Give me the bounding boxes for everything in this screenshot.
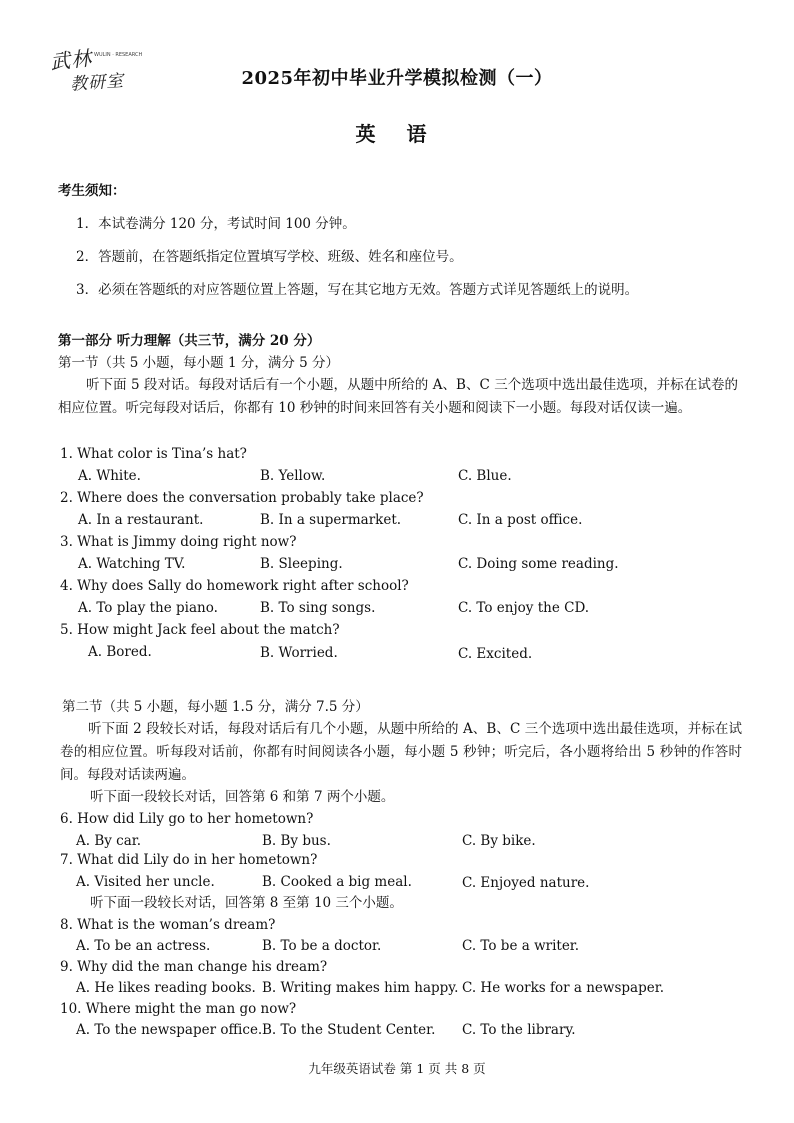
page-footer: 九年级英语试卷 第 1 页 共 8 页 bbox=[308, 1061, 486, 1076]
question-6-option-b: B. By bus. bbox=[262, 833, 331, 849]
question-7: 7. What did Lily do in her hometown? bbox=[60, 852, 318, 868]
question-8-option-c: C. To be a writer. bbox=[462, 938, 580, 954]
question-9-option-a: A. He likes reading books. bbox=[76, 980, 256, 996]
logo-line-1: 武林 bbox=[49, 45, 94, 75]
question-4-option-b: B. To sing songs. bbox=[260, 600, 376, 616]
question-2: 2. Where does the conversation probably take place? bbox=[60, 490, 424, 506]
question-10: 10. Where might the man go now? bbox=[60, 1001, 297, 1017]
exam-title: 2025年初中毕业升学模拟检测（一） bbox=[241, 68, 553, 89]
question-6: 6. How did Lily go to her hometown? bbox=[60, 811, 314, 827]
section1-heading: 第一节（共 5 小题，每小题 1 分，满分 5 分） bbox=[58, 355, 340, 371]
question-9-option-b: B. Writing makes him happy. bbox=[262, 980, 459, 996]
section1-instructions: 听下面 5 段对话。每段对话后有一个小题，从题中所给的 A、B、C 三个选项中选出最佳选项，并标在试卷的相应位置。听完每段对话后，你都有 10 秒钟的时间来回答有关小题和阅读下一小题。每段对话仅读一遍。 bbox=[58, 377, 738, 416]
question-4-option-a: A. To play the piano. bbox=[78, 600, 218, 616]
question-5-option-b: B. Worried. bbox=[260, 645, 338, 661]
question-10-option-c: C. To the library. bbox=[462, 1022, 576, 1038]
notice-item-3: 3．必须在答题纸的对应答题位置上答题，写在其它地方无效。答题方式详见答题纸上的说明。 bbox=[76, 282, 639, 298]
part1-heading: 第一部分 听力理解（共三节，满分 20 分） bbox=[58, 333, 321, 349]
question-1-option-a: A. White. bbox=[78, 468, 141, 484]
question-9-option-c: C. He works for a newspaper. bbox=[462, 980, 664, 996]
notice-item-2: 2．答题前，在答题纸指定位置填写学校、班级、姓名和座位号。 bbox=[76, 249, 463, 265]
question-2-option-b: B. In a supermarket. bbox=[260, 512, 402, 528]
question-1-option-b: B. Yellow. bbox=[260, 468, 326, 484]
logo-line-2: 教研室 bbox=[69, 71, 125, 95]
notice-item-1: 1．本试卷满分 120 分，考试时间 100 分钟。 bbox=[76, 216, 356, 232]
question-6-option-a: A. By car. bbox=[76, 833, 142, 849]
question-3-option-c: C. Doing some reading. bbox=[458, 556, 619, 572]
question-5: 5. How might Jack feel about the match? bbox=[60, 622, 340, 638]
question-2-option-c: C. In a post office. bbox=[458, 512, 583, 528]
question-8-option-b: B. To be a doctor. bbox=[262, 938, 382, 954]
question-10-option-a: A. To the newspaper office. bbox=[76, 1022, 263, 1038]
question-8-option-a: A. To be an actress. bbox=[76, 938, 211, 954]
question-8: 8. What is the woman’s dream? bbox=[60, 917, 276, 933]
section2-heading: 第二节（共 5 小题，每小题 1.5 分，满分 7.5 分） bbox=[62, 699, 369, 715]
question-4-option-c: C. To enjoy the CD. bbox=[458, 600, 590, 616]
subject-title: 英 语 bbox=[355, 122, 439, 146]
question-5-option-c: C. Excited. bbox=[458, 646, 533, 662]
question-1: 1. What color is Tina’s hat? bbox=[60, 446, 247, 462]
question-7-option-a: A. Visited her uncle. bbox=[76, 874, 215, 890]
section2-note-2: 听下面一段较长对话，回答第 8 至第 10 三个小题。 bbox=[90, 895, 403, 911]
logo-tiny-text: WULIN · RESEARCH bbox=[94, 52, 143, 58]
question-7-option-b: B. Cooked a big meal. bbox=[262, 874, 412, 890]
question-7-option-c: C. Enjoyed nature. bbox=[462, 875, 590, 891]
section2-note-1: 听下面一段较长对话，回答第 6 和第 7 两个小题。 bbox=[90, 789, 395, 805]
question-2-option-a: A. In a restaurant. bbox=[78, 512, 204, 528]
question-6-option-c: C. By bike. bbox=[462, 833, 536, 849]
question-9: 9. Why did the man change his dream? bbox=[60, 959, 328, 975]
notice-heading: 考生须知： bbox=[58, 183, 126, 199]
question-10-option-b: B. To the Student Center. bbox=[262, 1022, 436, 1038]
question-3: 3. What is Jimmy doing right now? bbox=[60, 534, 297, 550]
question-4: 4. Why does Sally do homework right after school? bbox=[60, 578, 409, 594]
question-3-option-b: B. Sleeping. bbox=[260, 556, 343, 572]
section2-instructions: 听下面 2 段较长对话，每段对话后有几个小题，从题中所给的 A、B、C 三个选项中选出最佳选项，并标在试卷的相应位置。听每段对话前，你都有时间阅读各小题，每小题 5 秒钟；听完后，各小题将给出 5 秒钟的作答时间。每段对话读两遍。 bbox=[60, 721, 742, 783]
question-5-option-a: A. Bored. bbox=[88, 644, 152, 660]
question-1-option-c: C. Blue. bbox=[458, 468, 512, 484]
question-3-option-a: A. Watching TV. bbox=[78, 556, 186, 572]
